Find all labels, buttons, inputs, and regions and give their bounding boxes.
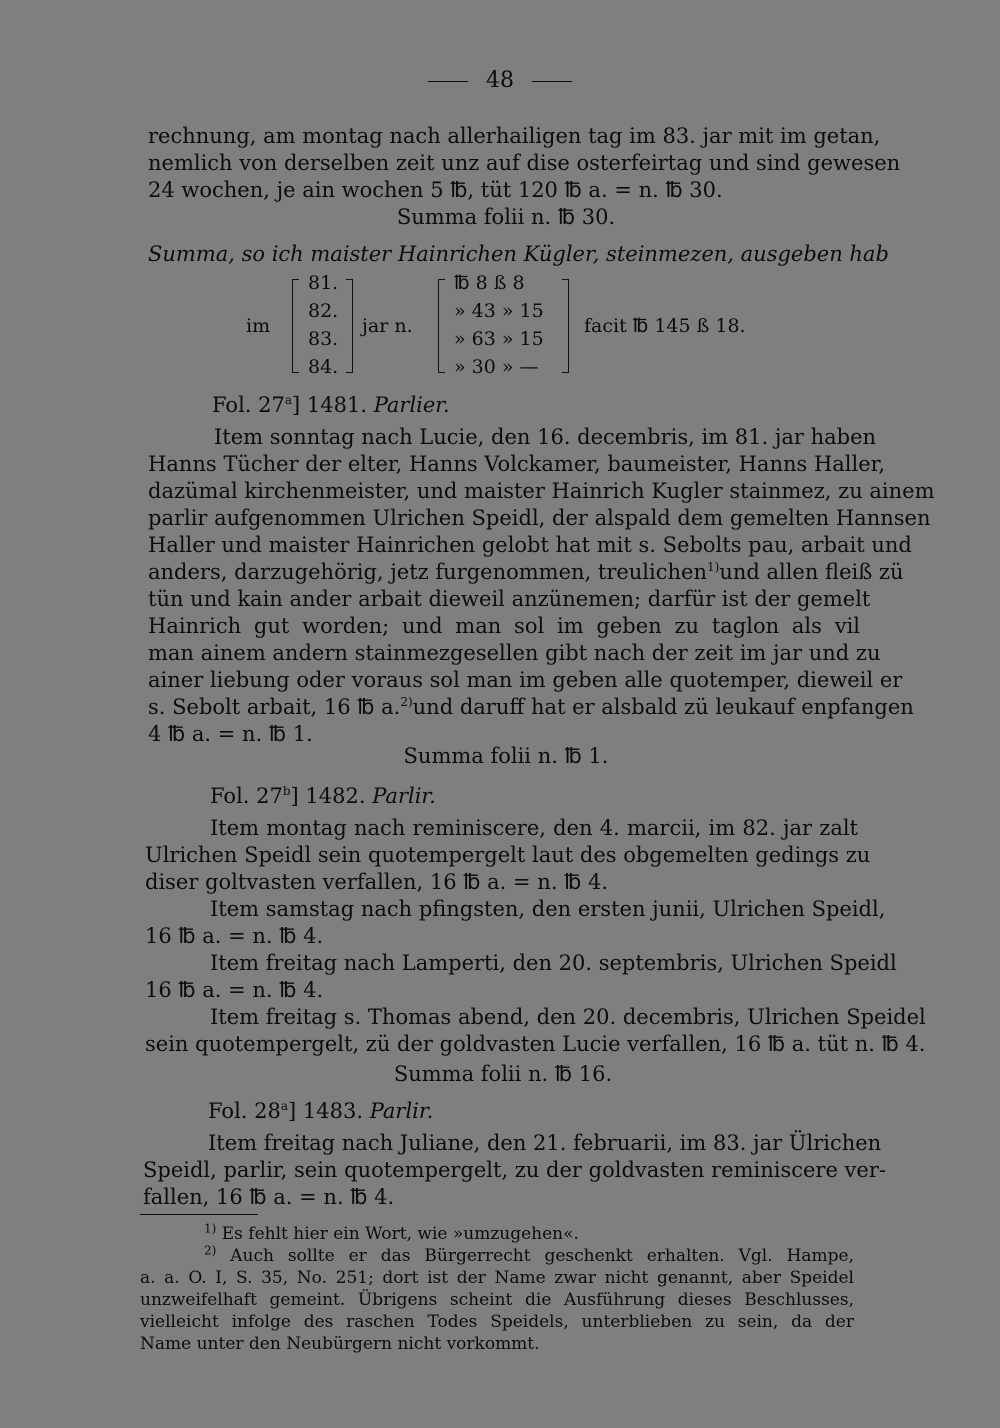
text-segment	[148, 694, 413, 721]
folio-name: Parlir.	[369, 1099, 434, 1123]
folio-sup: a	[284, 393, 293, 407]
text-line: Item freitag s. Thomas abend, den 20. decembris, Ulrichen Speidel	[210, 1005, 926, 1029]
summa-line: Summa folii n. ℔ 30.	[396, 205, 616, 229]
text-line: sein quotempergelt, zü der goldvasten Lucie verfallen, 16 ℔ a. tüt n. ℔ 4.	[145, 1032, 926, 1056]
folio-ref: Fol. 28	[208, 1099, 281, 1123]
text-part: anders, darzugehörig, jetz furgenommen, treulichen	[148, 560, 707, 584]
text-line: Hanns Tücher der elter, Hanns Volckamer, baumeister, Hanns Haller,	[148, 452, 886, 476]
text-line: parlir aufgenommen Ulrichen Speidl, der alspald dem gemelten Hannsen	[148, 506, 931, 530]
text-line: Ulrichen Speidl sein quotempergelt laut des obgemelten gedings zu	[145, 843, 871, 867]
text-line	[148, 694, 914, 721]
summa-heading: Summa, so ich maister Hainrichen Kügler, steinmezen, ausgeben hab	[148, 242, 889, 266]
text-line: Speidl, parlir, sein quotempergelt, zu der goldvasten reminiscere ver-	[143, 1158, 886, 1182]
text-line: dazümal kirchenmeister, und maister Hainrich Kugler stainmez, zu ainem	[148, 479, 935, 503]
text-line	[148, 559, 904, 586]
dash-left	[428, 81, 468, 82]
table-im: im	[246, 315, 271, 337]
text-line: Item sonntag nach Lucie, den 16. decembris, im 81. jar haben	[214, 425, 877, 449]
text-line: Item freitag nach Lamperti, den 20. septembris, Ulrichen Speidl	[210, 951, 897, 975]
text-line: 16 ℔ a. = n. ℔ 4.	[145, 924, 324, 948]
text-line: 4 ℔ a. = n. ℔ 1.	[148, 722, 313, 746]
footnote-line: a. a. O. I, S. 35, No. 251; dort ist der Name zwar nicht genannt, aber Speidel	[140, 1268, 854, 1288]
text-line: Haller und maister Hainrichen gelobt hat mit s. Sebolts pau, arbait und	[148, 533, 912, 557]
folio-year: ] 1481.	[292, 393, 368, 417]
year: 83.	[308, 328, 339, 350]
folio-heading	[212, 392, 450, 419]
footnote	[204, 1221, 579, 1245]
footnote-text: Auch sollte er das Bürgerrecht geschenkt erhalten. Vgl. Hampe,	[230, 1246, 854, 1266]
text-line: nemlich von derselben zeit unz auf dise osterfeirtag und sind gewesen	[148, 151, 901, 175]
left-brace	[438, 279, 445, 373]
text-line: 24 wochen, je ain wochen 5 ℔, tüt 120 ℔ a. = n. ℔ 30.	[148, 178, 723, 202]
text-line: diser goltvasten verfallen, 16 ℔ a. = n. ℔ 4.	[145, 870, 609, 894]
folio-ref: Fol. 27	[210, 784, 283, 808]
amount: ℔ 8 ß 8	[454, 272, 525, 294]
left-brace	[292, 279, 299, 373]
year: 82.	[308, 300, 339, 322]
folio-heading	[210, 783, 436, 810]
page-number-text: 48	[486, 68, 514, 93]
page-number	[0, 68, 1000, 93]
text-line: man ainem andern stainmezgesellen gibt nach der zeit im jar und zu	[148, 641, 881, 665]
right-brace	[346, 279, 353, 373]
text-line: 16 ℔ a. = n. ℔ 4.	[145, 978, 324, 1002]
text-segment	[148, 559, 719, 586]
folio-year: ] 1482.	[290, 784, 366, 808]
text-line: Hainrich gut worden; und man sol im geben zu taglon als vil	[148, 614, 860, 638]
footnote	[204, 1243, 854, 1267]
text-part: und allen fleiß zü	[719, 560, 904, 584]
folio-name: Parlier.	[373, 393, 450, 417]
text-line: Item montag nach reminiscere, den 4. marcii, im 82. jar zalt	[210, 816, 858, 840]
text-line: Item freitag nach Juliane, den 21. februarii, im 83. jar Ülrichen	[208, 1131, 882, 1155]
right-brace	[562, 279, 569, 373]
footnote-line: unzweifelhaft gemeint. Übrigens scheint die Ausführung dieses Beschlusses,	[140, 1290, 854, 1310]
text-part: und daruff hat er alsbald zü leukauf enpfangen	[412, 695, 914, 719]
summa-line: Summa folii n. ℔ 1.	[403, 744, 609, 768]
folio-name: Parlir.	[372, 784, 436, 808]
footnote-ref: 1)	[706, 560, 720, 574]
folio-sup: b	[282, 784, 291, 798]
footnote-line: vielleicht infolge des raschen Todes Speidels, unterblieben zu sein, da der	[140, 1312, 854, 1332]
folio-heading	[208, 1098, 433, 1125]
amount: » 30 » —	[454, 356, 539, 378]
folio-sup: a	[280, 1099, 289, 1113]
folio-year: ] 1483.	[288, 1099, 364, 1123]
footnote-mark: 2)	[204, 1243, 217, 1258]
footnote-line: Name unter den Neubürgern nicht vorkommt.	[140, 1334, 540, 1354]
year: 81.	[308, 272, 339, 294]
text-line: fallen, 16 ℔ a. = n. ℔ 4.	[143, 1185, 395, 1209]
text-line: rechnung, am montag nach allerhailigen tag im 83. jar mit im getan,	[148, 124, 881, 148]
year: 84.	[308, 356, 339, 378]
amount: » 43 » 15	[454, 300, 544, 322]
footnote-rule	[140, 1214, 258, 1215]
text-line: Item samstag nach pfingsten, den ersten junii, Ulrichen Speidl,	[210, 897, 886, 921]
footnote-text: Es fehlt hier ein Wort, wie »umzugehen«.	[221, 1224, 579, 1244]
folio-ref: Fol. 27	[212, 393, 285, 417]
amount: » 63 » 15	[454, 328, 544, 350]
summa-line: Summa folii n. ℔ 16.	[393, 1062, 613, 1086]
text-part: s. Sebolt arbait, 16 ℔ a.	[148, 695, 401, 719]
text-line: tün und kain ander arbait dieweil anzünemen; darfür ist der gemelt	[148, 587, 871, 611]
table-facit: facit ℔ 145 ß 18.	[584, 315, 746, 337]
footnote-mark: 1)	[204, 1221, 217, 1236]
footnote-ref: 2)	[400, 695, 413, 709]
text-line: ainer liebung oder voraus sol man im geben alle quotemper, dieweil er	[148, 668, 903, 692]
table-jar: jar n.	[362, 315, 413, 337]
dash-right	[532, 81, 572, 82]
